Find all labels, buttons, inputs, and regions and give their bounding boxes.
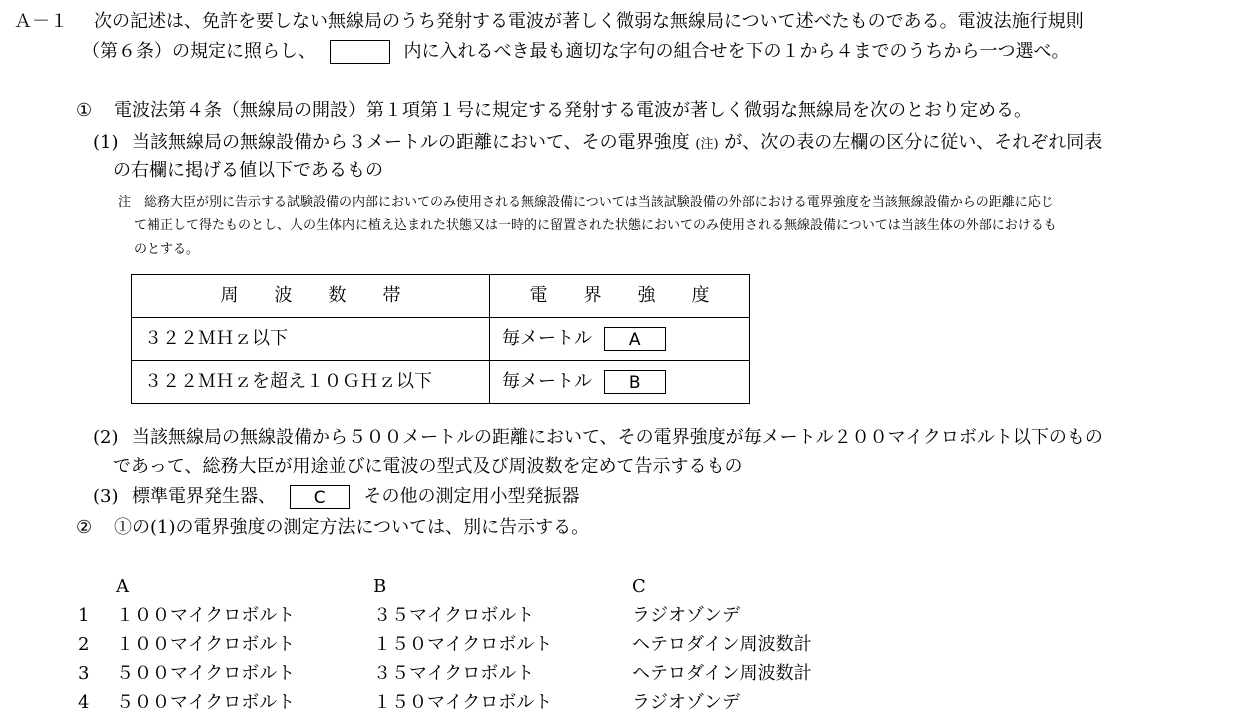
choice-number: 3 [78,663,90,684]
note-line2: て補正して得たものとし、人の生体内に植え込まれた状態又は一時的に留置された状態においてのみ使用される無線設備については当該生体の外部におけるも [134,218,1057,233]
sub1-line1-part-b: が、次の表の左欄の区分に従い、それぞれ同表 [724,132,1103,153]
choice-a: ５００マイクロボルト [116,663,296,684]
blank-box-a: A [604,327,666,351]
note-line1: 注 総務大臣が別に告示する試験設備の内部においてのみ使用される無線設備については当該試験設備の外部における電界強度を当該無線設備からの距離に応じ [118,195,1054,210]
choice-b: １５０マイクロボルト [373,692,553,713]
choice-b: １５０マイクロボルト [373,634,553,655]
item2-marker: ② [76,517,93,538]
question-number: Ａ－１ [14,11,68,32]
sub3-line [132,483,579,511]
sub3-part-a: 標準電界発生器、 [132,486,276,507]
choice-header-c: C [632,576,646,597]
choice-number: 2 [78,634,90,655]
choice-c: ラジオゾンデ [632,605,740,626]
table-header-row [132,275,750,318]
choice-header-a: A [116,576,129,597]
question-stem-line2 [82,38,1069,66]
sub1-line1-part-a: 当該無線局の無線設備から３メートルの距離において、その電界強度 [132,132,690,153]
item1-marker: ① [76,100,93,121]
table-row [132,318,750,361]
choice-c: ラジオゾンデ [632,692,740,713]
choice-c: ヘテロダイン周波数計 [632,663,812,684]
blank-box-c: C [290,485,350,509]
sub1-marker: (1) [93,132,119,153]
sub3-marker: (3) [93,486,119,507]
stem-line2-part-a: （第６条）の規定に照らし、 [82,41,316,62]
item1-text: 電波法第４条（無線局の開設）第１項第１号に規定する発射する電波が著しく微弱な無線局を次のとおり定める。 [114,100,1032,121]
sub1-note-ref: (注) [695,137,719,152]
stem-line2-part-b: 内に入れるべき最も適切な字句の組合せを下の１から４までのうちから一つ選べ。 [403,41,1070,62]
sub1-line2: の右欄に掲げる値以下であるもの [113,160,383,181]
field-strength-table [131,274,750,404]
table-header-strength: 電 界 強 度 [490,275,750,318]
note-line3: のとする。 [134,242,200,257]
choice-a: １００マイクロボルト [116,634,296,655]
sub3-part-b: その他の測定用小型発振器 [363,486,580,507]
table-cell-strength [490,361,750,404]
choice-b: ３５マイクロボルト [373,663,535,684]
blank-box-b: B [604,370,666,394]
table-cell-band: ３２２ＭＨｚ以下 [132,318,490,361]
choice-a: ５００マイクロボルト [116,692,296,713]
choice-number: 1 [78,605,90,626]
strength-prefix: 毎メートル [502,328,592,349]
item2-text: ①の(1)の電界強度の測定方法については、別に告示する。 [114,517,590,538]
table-cell-strength [490,318,750,361]
sub1-line1 [132,129,1102,159]
strength-prefix: 毎メートル [502,371,592,392]
stem-blank-box [330,40,390,64]
choice-a: １００マイクロボルト [116,605,296,626]
question-stem-line1: 次の記述は、免許を要しない無線局のうち発射する電波が著しく微弱な無線局について述べたものである。電波法施行規則 [94,11,1084,32]
choice-header-b: B [373,576,387,597]
table-header-band: 周 波 数 帯 [132,275,490,318]
sub2-marker: (2) [93,427,119,448]
choice-c: ヘテロダイン周波数計 [632,634,812,655]
choice-number: 4 [78,692,90,713]
table-row [132,361,750,404]
table-cell-band: ３２２ＭＨｚを超え１０ＧＨｚ以下 [132,361,490,404]
sub2-line2: であって、総務大臣が用途並びに電波の型式及び周波数を定めて告示するもの [113,456,743,477]
choice-b: ３５マイクロボルト [373,605,535,626]
sub2-line1: 当該無線局の無線設備から５００メートルの距離において、その電界強度が毎メートル２００マイクロボルト以下のもの [132,427,1103,448]
